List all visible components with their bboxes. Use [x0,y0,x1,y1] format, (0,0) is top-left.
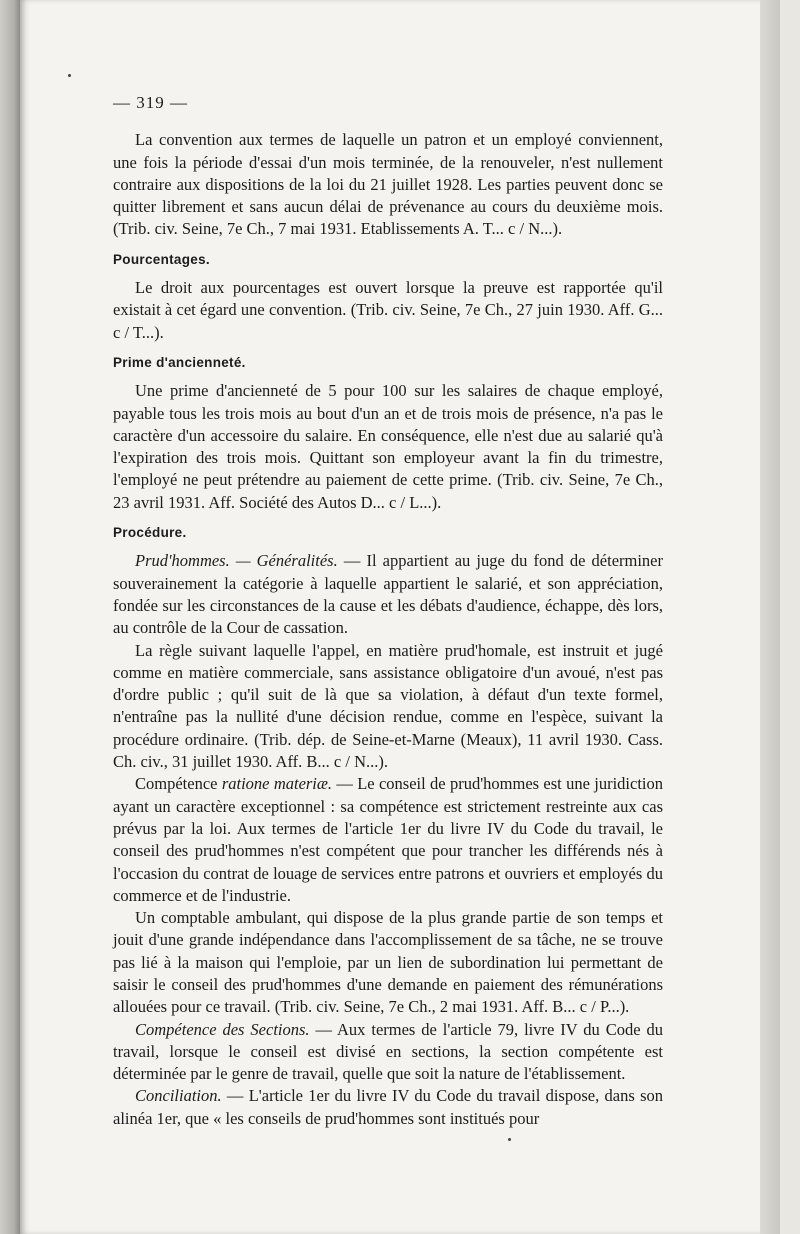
paragraph-prime: Une prime d'ancienneté de 5 pour 100 sur les salaires de chaque employé, payable tous les trois mois au bout d'un an et de trois mois de présence, n'a pas le caractère d'un accessoire du salaire. En conséquence, elle n'est due au salarié qu'à l'expiration des trois mois. Quittant son employeur avant la fin du trimestre, l'employé ne peut prétendre au paiement de cette prime. (Trib. civ. Seine, 7e Ch., 23 avril 1931. Aff. Société des Autos D... c / L...). [113,381,663,512]
text-conciliation: — L'article 1er du livre IV du Code du travail dispose, dans son alinéa 1er, que « les conseils de prud'hommes sont institués pour [113,1086,663,1128]
paragraph-generalites [113,550,663,639]
text-ratione: — Le conseil de prud'hommes est une juridiction ayant un caractère exceptionnel : sa compétence est strictement restreinte aux cas prévus par la loi. Aux termes de l'article 1er du livre IV du Code du travail, le conseil des prud'hommes n'est compétent que pour trancher les différends nés à l'occasion du contrat de louage de services entre patrons et ouvriers et employés du commerce et de l'industrie. [113,774,663,905]
text-generalites: — Il appartient au juge du fond de déterminer souverainement la catégorie à laquelle appartient le salarié, et son appréciation, fondée sur les circonstances de la cause et les débats d'audience, échappe, dès lors, au contrôle de la Cour de cassation. [113,551,664,638]
paragraph-pourcentages: Le droit aux pourcentages est ouvert lorsque la preuve est rapportée qu'il existait à cet égard une convention. (Trib. civ. Seine, 7e Ch., 27 juin 1930. Aff. G... c / T...). [113,278,663,342]
book-binding-edge [0,0,20,1234]
paragraph-ratione [113,773,663,907]
paragraph-sections [113,1019,663,1086]
lead-ratione: ratione materiæ. [221,774,333,794]
ink-speck [68,74,71,77]
heading-pourcentages: Pourcentages. [113,251,210,267]
heading-procedure: Procédure. [113,525,187,541]
paragraph-comptable: Un comptable ambulant, qui dispose de la plus grande partie de son temps et jouit d'une grande indépendance dans l'accomplissement de sa tâche, ne se trouve pas lié à la maison qui l'emploie, par un lien de subordination lui permettant de saisir le conseil des prud'hommes d'une demande en paiement des rémunérations allouées pour ce travail. (Trib. civ. Seine, 7e Ch., 2 mai 1931. Aff. B... c / P...). [113,908,663,1017]
paragraph-conciliation [113,1085,663,1130]
lead-generalites: Prud'hommes. — Généralités. [135,551,338,571]
page-content [113,92,663,1130]
heading-prime-anciennete: Prime d'ancienneté. [113,354,246,370]
pre-ratione: Compétence [135,774,222,794]
lead-conciliation: Conciliation. [135,1086,222,1106]
paragraph-appel: La règle suivant laquelle l'appel, en matière prud'homale, est instruit et jugé comme en matière commerciale, sans assistance obligatoire d'un avoué, n'est pas d'ordre public ; qu'il suit de là que sa violation, à défaut d'un texte formel, n'entraîne pas la nullité d'une décision rendue, comme en l'espèce, suivant la procédure ordinaire. (Trib. dép. de Seine-et-Marne (Meaux), 11 avril 1930. Cass. Ch. civ., 31 juillet 1930. Aff. B... c / N...). [113,640,663,772]
text-sections: — Aux termes de l'article 79, livre IV du Code du travail, lorsque le conseil est divisé en sections, la section compétente est déterminée par le genre de travail, quelle que soit la nature de l'établissement. [113,1019,664,1084]
page-number: — 319 — [113,93,188,112]
page-edge-shadow [760,0,780,1234]
document-page [20,0,780,1234]
ink-speck [508,1138,511,1141]
lead-sections: Compétence des Sections. [135,1019,310,1039]
paragraph-essai: La convention aux termes de laquelle un patron et un employé conviennent, une fois la période d'essai d'un mois terminée, de la renouveler, n'est nullement contraire aux dispositions de la loi du 21 juillet 1928. Les parties peuvent donc se quitter librement et sans aucun délai de prévenance au cours du deuxième mois. (Trib. civ. Seine, 7e Ch., 7 mai 1931. Etablissements A. T... c / N...). [113,130,663,239]
